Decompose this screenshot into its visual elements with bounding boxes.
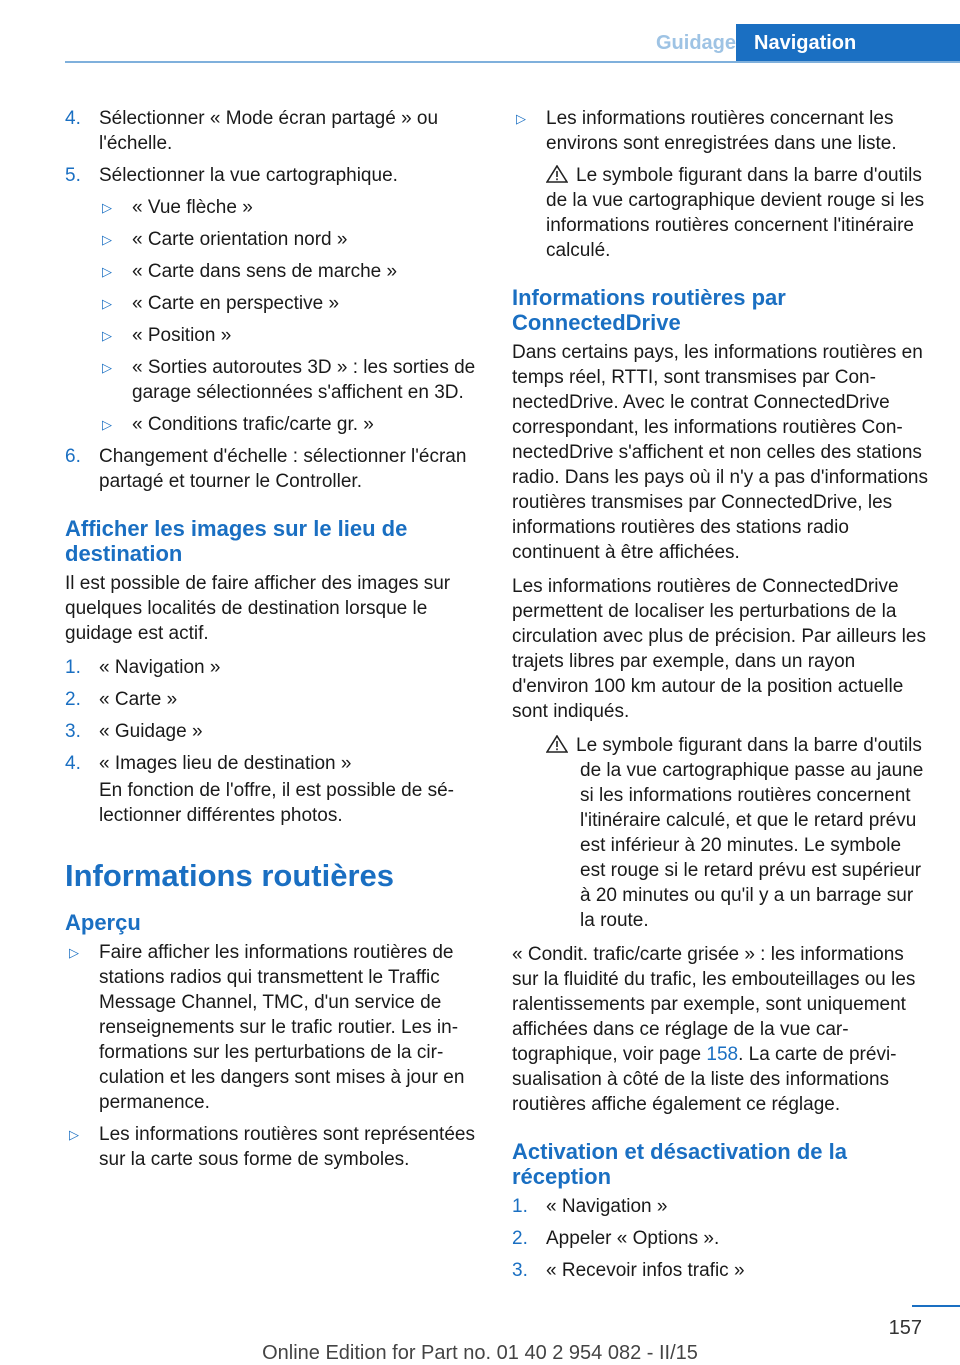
list-text: « Navigation »	[546, 1196, 668, 1217]
list-number: 2.	[512, 1228, 528, 1249]
triangle-bullet-icon: ▷	[102, 264, 112, 279]
view-option-text: « Conditions trafic/carte gr. »	[132, 414, 374, 435]
list-number: 4.	[65, 753, 81, 774]
list-item	[65, 444, 480, 494]
list-text: Sélectionner la vue cartographique.	[99, 165, 398, 186]
view-option-text: « Carte dans sens de marche »	[132, 261, 398, 282]
paragraph: Les informations routières de ConnectedDrive permettent de localiser les perturbations de la circulation avec plus de précision. Par ailleurs les trajets libres par exemple, dans un rayon d'environ 100 km autour de la position actuelle sont indiqués.	[512, 576, 926, 722]
bullet-text: Faire afficher les informations routières de stations radios qui transmettent le Traffic Message Channel, TMC, d'un service de renseignements sur le trafic routier. Les informations sur les perturbations de la circulation et les dangers sont mises à jour en permanence.	[99, 942, 465, 1113]
section-heading-images: Afficher les images sur le lieu de destination	[65, 516, 408, 566]
bullet-item	[65, 940, 480, 1115]
list-text: « Recevoir infos trafic »	[546, 1260, 745, 1281]
list-text: « Images lieu de destination »	[99, 753, 352, 774]
list-item	[65, 751, 480, 776]
list-number: 2.	[65, 689, 81, 710]
list-number: 1.	[65, 657, 81, 678]
section-heading-apercu: Aperçu	[65, 910, 141, 935]
list-text: « Navigation »	[99, 657, 221, 678]
page-link[interactable]: 158	[706, 1044, 739, 1065]
tab-navigation[interactable]: Navigation	[736, 24, 960, 62]
list-number: 3.	[65, 721, 81, 742]
warning-note	[546, 733, 930, 933]
bullet-item	[512, 106, 930, 156]
bullet-item	[65, 1122, 480, 1172]
warning-text: Le symbole figurant dans la barre d'outils de la vue cartographique devient rouge si les informations routières concernent l'itinéraire calculé.	[546, 165, 925, 261]
footer-rule	[912, 1305, 960, 1307]
list-text: Changement d'échelle : sélectionner l'écran partagé et tourner le Controller.	[99, 446, 467, 492]
paragraph: Il est possible de faire afficher des images sur quelques localités de destination lorsque le guidage est actif.	[65, 573, 451, 644]
page-number: 157	[888, 1317, 922, 1339]
paragraph-text: « Condit. trafic/carte grisée » : les informations sur la fluidité du trafic, les embouteillages ou les ralentissements par exemple, sont uniquement affichées dans ce réglage de la vue cartographique, voir page	[512, 944, 916, 1065]
view-option	[65, 259, 480, 284]
triangle-bullet-icon: ▷	[102, 296, 112, 311]
paragraph	[512, 942, 930, 1117]
triangle-bullet-icon: ▷	[69, 1127, 79, 1142]
triangle-bullet-icon: ▷	[516, 111, 526, 126]
list-text: « Guidage »	[99, 721, 203, 742]
list-number: 1.	[512, 1196, 528, 1217]
list-number: 5.	[65, 165, 81, 186]
view-option-text: « Carte orientation nord »	[132, 229, 348, 250]
triangle-bullet-icon: ▷	[102, 232, 112, 247]
warning-triangle-icon	[546, 735, 568, 753]
paragraph-text: . La carte de prévisualisation à côté de la liste des informations routières affiche également ce réglage.	[512, 1044, 897, 1115]
header-rule	[65, 61, 960, 63]
list-item	[65, 163, 480, 188]
list-number: 6.	[65, 446, 81, 467]
paragraph: Dans certains pays, les informations routières en temps réel, RTTI, sont transmises par ConnectedDrive. Avec le contrat ConnectedDrive correspondant, les informations routières ConnectedDrive s'affichent et non celles des stations radio. Dans les pays où il n'y a pas d'informations routières transmises par ConnectedDrive, les informations routières des stations radio continuent à être affichées.	[512, 342, 928, 563]
list-text: Sélectionner « Mode écran partagé » ou l'échelle.	[99, 108, 439, 154]
tab-guidage[interactable]: Guidage	[655, 32, 736, 54]
list-text: Appeler « Options ».	[546, 1228, 720, 1249]
list-text: « Carte »	[99, 689, 178, 710]
view-option-text: « Vue flèche »	[132, 197, 253, 218]
bullet-text: Les informations routières concernant les environs sont enregistrées dans une liste.	[546, 108, 897, 154]
warning-note	[512, 163, 930, 263]
chapter-heading: Informations routières	[65, 858, 394, 893]
triangle-bullet-icon: ▷	[102, 328, 112, 343]
list-item	[65, 655, 480, 680]
triangle-bullet-icon: ▷	[102, 417, 112, 432]
list-item	[65, 106, 480, 156]
list-number: 4.	[65, 108, 81, 129]
warning-text: Le symbole figurant dans la barre d'outils de la vue cartographique passe au jaune si les informations routières concernent l'itinéraire calculé, et que le retard prévu est inférieur à 20 minutes. Le symbole est rouge si le retard prévu est supérieur à 20 minutes ou qu'il y a un barrage sur la route.	[576, 735, 924, 931]
list-item	[512, 1258, 930, 1283]
triangle-bullet-icon: ▷	[102, 360, 112, 375]
list-number: 3.	[512, 1260, 528, 1281]
list-item	[512, 1226, 930, 1251]
view-option	[65, 412, 480, 437]
view-option	[65, 291, 480, 316]
view-option	[65, 195, 480, 220]
section-heading-connected: Informations routières par ConnectedDrive	[512, 285, 786, 335]
list-item	[65, 687, 480, 712]
bullet-text: Les informations routières sont représentées sur la carte sous forme de symboles.	[99, 1124, 475, 1170]
list-item	[65, 719, 480, 744]
view-option-text: « Carte en perspective »	[132, 293, 340, 314]
view-option-text: « Sorties autoroutes 3D » : les sorties de garage sélectionnées s'affichent en 3D.	[132, 357, 476, 403]
view-option	[65, 355, 480, 405]
triangle-bullet-icon: ▷	[69, 945, 79, 960]
list-note: En fonction de l'offre, il est possible de sélectionner différentes photos.	[99, 780, 454, 826]
edition-footer: Online Edition for Part no. 01 40 2 954 082 - II/15	[262, 1342, 698, 1364]
view-option-text: « Position »	[132, 325, 232, 346]
list-item	[512, 1194, 930, 1219]
view-option	[65, 323, 480, 348]
view-option	[65, 227, 480, 252]
right-column	[512, 106, 930, 1290]
left-column	[65, 106, 480, 1179]
section-heading-activation: Activation et désactivation de la réception	[512, 1139, 847, 1189]
warning-triangle-icon	[546, 165, 568, 183]
triangle-bullet-icon: ▷	[102, 200, 112, 215]
